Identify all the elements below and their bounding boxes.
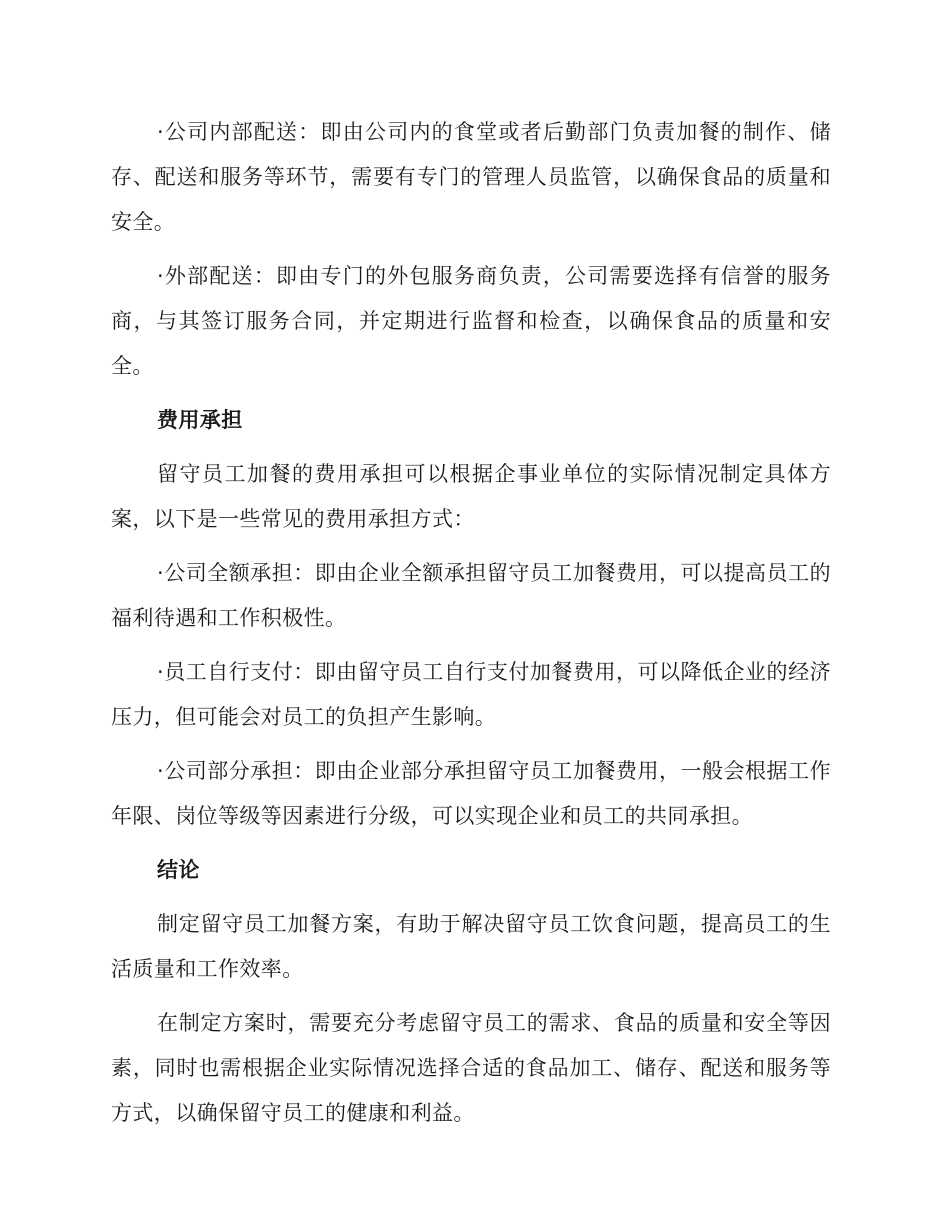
section-heading-cost-sharing: 费用承担 [157,408,243,432]
document-body [111,110,831,1145]
paragraph-employee-self-pay: ·员工自行支付：即由留守员工自行支付加餐费用，可以降低企业的经济压力，但可能会对员工的负担产生影响。 [111,660,831,729]
paragraph-company-full: ·公司全额承担：即由企业全额承担留守员工加餐费用，可以提高员工的福利待遇和工作积极性。 [111,561,831,630]
paragraph-cost-intro: 留守员工加餐的费用承担可以根据企事业单位的实际情况制定具体方案，以下是一些常见的费用承担方式： [111,462,831,531]
paragraph-external-delivery: ·外部配送：即由专门的外包服务商负责，公司需要选择有信誉的服务商，与其签订服务合同，并定期进行监督和检查，以确保食品的质量和安全。 [111,264,831,378]
paragraph-conclusion-1: 制定留守员工加餐方案，有助于解决留守员工饮食问题，提高员工的生活质量和工作效率。 [111,912,831,981]
paragraph-conclusion-2: 在制定方案时，需要充分考虑留守员工的需求、食品的质量和安全等因素，同时也需根据企业实际情况选择合适的食品加工、储存、配送和服务等方式，以确保留守员工的健康和利益。 [111,1011,831,1125]
section-heading-conclusion: 结论 [157,858,200,882]
paragraph-company-partial: ·公司部分承担：即由企业部分承担留守员工加餐费用，一般会根据工作年限、岗位等级等因素进行分级，可以实现企业和员工的共同承担。 [111,759,831,828]
paragraph-internal-delivery: ·公司内部配送：即由公司内的食堂或者后勤部门负责加餐的制作、储存、配送和服务等环节，需要有专门的管理人员监管，以确保食品的质量和安全。 [111,120,831,234]
